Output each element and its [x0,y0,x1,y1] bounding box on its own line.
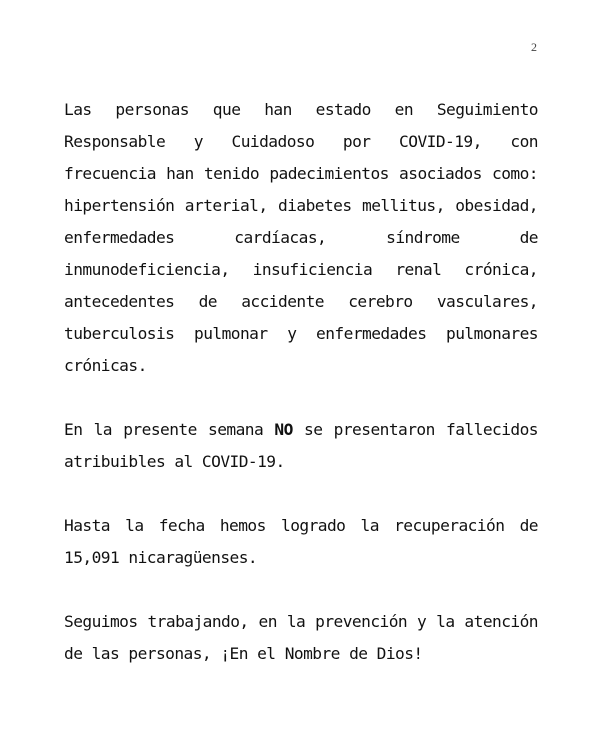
deaths-text-end: se presentaron fallecidos atribuibles al COVID-19. [64,420,538,471]
paragraph-comorbidities: Las personas que han estado en Seguimiento Responsable y Cuidadoso por COVID-19, con frecuencia han tenido padecimientos asociados como: hipertensión arterial, diabetes mellitus, obesidad, enfermedades cardíacas, síndrome de inmunodeficiencia, insuficiencia renal crónica, antecedentes de accidente cerebro vasculares, tuberculosis pulmonar y enfermedades pulmonares crónicas. [64,100,538,375]
page-number: 2 [531,40,537,54]
document-body [64,94,538,670]
deaths-emphasis: NO [274,420,293,439]
deaths-text-start: En la presente semana [64,420,275,439]
paragraph-recoveries: Hasta la fecha hemos logrado la recuperación de 15,091 nicaragüenses. [64,516,538,567]
paragraph-deaths [64,414,538,478]
paragraph-closing: Seguimos trabajando, en la prevención y la atención de las personas, ¡En el Nombre de Dios! [64,612,538,663]
